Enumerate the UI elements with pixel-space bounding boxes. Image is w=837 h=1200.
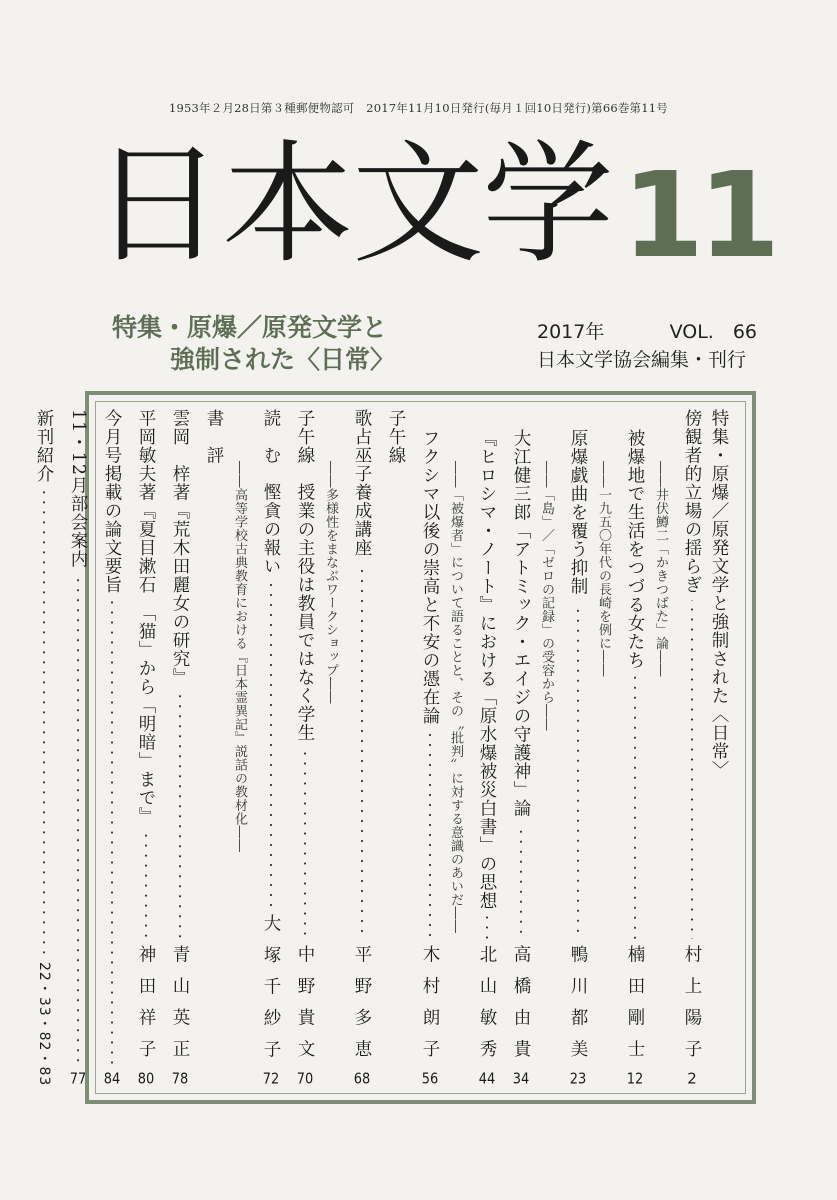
toc-entry-page: 2 xyxy=(687,1071,697,1086)
toc-leader-dots xyxy=(417,731,443,939)
toc-entry-author: 北山敏秀 xyxy=(477,945,497,1071)
toc-section-label-text: 書 評 xyxy=(204,409,224,465)
toc-entry xyxy=(474,409,500,1086)
toc-subtitle xyxy=(319,409,341,1086)
toc-entry xyxy=(133,409,159,1086)
toc-subtitle xyxy=(592,409,614,1086)
toc-entry-page: 23 xyxy=(569,1071,587,1086)
toc-entry-author: 青山英正 xyxy=(170,945,190,1071)
toc-entry-title: 歌占巫子養成講座 xyxy=(352,409,372,557)
toc-feature-heading-text: 特集・原爆／原発文学と強制された〈日常〉 xyxy=(709,409,729,779)
toc-leader-dots xyxy=(679,600,705,939)
toc-leader-dots xyxy=(622,676,648,940)
toc-entry-row xyxy=(292,409,318,1086)
toc-entry-row xyxy=(167,409,193,1086)
toc-subtitle-text: ――「被爆者」について語ることと、その〝批判〟に対する意識のあいだ―― xyxy=(448,461,463,934)
toc-entry-page: 80 xyxy=(137,1071,155,1086)
issue-number: 11 xyxy=(622,146,775,284)
toc-entry xyxy=(292,409,318,1086)
toc-entry-author: 平野多恵 xyxy=(352,945,372,1071)
toc-entry-row xyxy=(258,409,284,1086)
toc-entry-row xyxy=(679,409,705,1086)
toc-entry-row xyxy=(65,409,91,1086)
toc-entry-author: 楠田剛士 xyxy=(625,945,645,1071)
toc-leader-dots xyxy=(258,582,284,908)
toc-entry-title: 今月号掲載の論文要旨 xyxy=(102,409,122,594)
toc-entry xyxy=(99,409,125,1086)
toc-entry xyxy=(508,409,534,1086)
toc-entry-page: 44 xyxy=(478,1071,496,1086)
toc-leader-dots xyxy=(508,824,534,940)
toc-entry xyxy=(565,409,591,1086)
feature-title xyxy=(112,312,395,376)
postal-permit-line: 1953年２月28日第３種郵便物認可 2017年11月10日発行(毎月１回10日発行)第66巻第11号 xyxy=(168,101,668,115)
toc-entry xyxy=(258,409,284,1086)
toc-leader-dots xyxy=(99,600,125,1065)
toc-entry-title: 被爆地で生活をつづる女たち xyxy=(625,429,645,670)
publication-info xyxy=(537,318,757,374)
feature-title-line1: 特集・原爆／原発文学と xyxy=(112,313,388,342)
toc-entry-author: 大塚千紗子 xyxy=(261,913,281,1071)
toc-entry xyxy=(349,409,375,1086)
toc-entry-page: 34 xyxy=(512,1071,530,1086)
toc-entry xyxy=(622,409,648,1086)
toc-leader-dots xyxy=(565,602,591,940)
toc-leader-dots xyxy=(31,489,57,956)
toc-leader-dots xyxy=(133,832,159,939)
toc-entry-page: 70 xyxy=(296,1071,314,1086)
toc-entry-author: 神田祥子 xyxy=(136,945,156,1071)
publication-year: 2017年 xyxy=(537,321,605,343)
magazine-title: 日本文学 xyxy=(92,128,612,282)
toc-entry-title: 平岡敏夫著『夏目漱石 「猫」から「明暗」まで』 xyxy=(136,409,156,826)
toc-entry-page: 77 xyxy=(69,1071,87,1086)
toc-subtitle-text: ――井伏鱒二「かきつばた」論―― xyxy=(653,461,668,677)
toc-entry-title: 傍観者的立場の揺らぎ xyxy=(682,409,702,594)
toc-subtitle-text: ――高等学校古典教育における『日本霊異記』説話の教材化―― xyxy=(232,461,247,853)
toc-entry-title: 読 む 慳貪の報い xyxy=(261,409,281,576)
toc-leader-dots xyxy=(292,748,318,939)
table-of-contents xyxy=(34,409,732,1086)
toc-entry-author: 鴨川都美 xyxy=(568,945,588,1071)
toc-subtitle-text: ――多様性をまなぶワークショップ―― xyxy=(323,461,338,704)
toc-entry-title: 子午線 授業の主役は教員ではなく学生 xyxy=(295,409,315,742)
toc-entry-page: 22・33・82・83 xyxy=(36,961,52,1086)
toc-entry-row xyxy=(99,409,125,1086)
toc-entry-title: 新刊紹介 xyxy=(34,409,54,483)
contents-frame xyxy=(34,391,756,1104)
toc-entry-row xyxy=(622,409,648,1086)
toc-entry-row xyxy=(133,409,159,1086)
toc-entry-author: 木村朗子 xyxy=(420,945,440,1071)
toc-entry-row xyxy=(474,409,500,1086)
toc-entry-page: 78 xyxy=(171,1071,189,1086)
toc-section-label-text: 子午線 xyxy=(386,409,406,465)
toc-entry-row xyxy=(349,409,375,1086)
toc-subtitle-text: ――一九五〇年代の長崎を例に―― xyxy=(596,461,611,677)
toc-section-label xyxy=(201,409,227,1086)
toc-subtitle-text: ――「島」／「ゼロの記録」の受容から―― xyxy=(539,461,554,731)
toc-entry-page: 56 xyxy=(421,1071,439,1086)
toc-leader-dots xyxy=(167,693,193,940)
toc-entry-author: 村上陽子 xyxy=(682,945,702,1071)
toc-entry-page: 12 xyxy=(626,1071,644,1086)
toc-entry xyxy=(679,409,705,1086)
toc-subtitle xyxy=(649,409,671,1086)
toc-entry-page: 84 xyxy=(103,1071,121,1086)
toc-entry-page: 68 xyxy=(353,1071,371,1086)
toc-entry-author: 中野貴文 xyxy=(295,945,315,1071)
toc-subtitle xyxy=(228,409,250,1086)
publisher: 日本文学協会編集・刊行 xyxy=(537,349,747,371)
toc-entry-title: 原爆戯曲を覆う抑制 xyxy=(568,429,588,596)
toc-entry-row xyxy=(565,409,591,1086)
toc-leader-dots xyxy=(65,575,91,1065)
volume-number: VOL. 66 xyxy=(669,321,757,343)
toc-entry-title: 11・12月部会案内 xyxy=(68,409,88,569)
toc-entry-row xyxy=(508,409,534,1086)
toc-entry-title: 雲岡 梓著『荒木田麗女の研究』 xyxy=(170,409,190,687)
toc-entry-title: フクシマ以後の崇高と不安の憑在論 xyxy=(420,429,440,725)
feature-title-line2: 強制された〈日常〉 xyxy=(170,345,396,374)
toc-entry xyxy=(65,409,91,1086)
toc-feature-heading xyxy=(706,409,732,1086)
toc-entry-page: 72 xyxy=(262,1071,280,1086)
toc-entry-title: 大江健三郎「アトミック・エイジの守護神」論 xyxy=(511,429,531,818)
toc-subtitle xyxy=(444,409,466,1086)
toc-entry-row xyxy=(417,409,443,1086)
toc-entry xyxy=(31,409,57,1086)
toc-leader-dots xyxy=(474,916,500,939)
toc-entry xyxy=(417,409,443,1086)
toc-subtitle xyxy=(535,409,557,1086)
toc-entry-title: 『ヒロシマ・ノート』における「原水爆被災白書」の思想 xyxy=(477,429,497,910)
toc-leader-dots xyxy=(349,563,375,939)
toc-entry xyxy=(167,409,193,1086)
toc-entry-row xyxy=(31,409,57,1086)
toc-entry-author: 高橋由貴 xyxy=(511,945,531,1071)
toc-section-label xyxy=(383,409,409,1086)
